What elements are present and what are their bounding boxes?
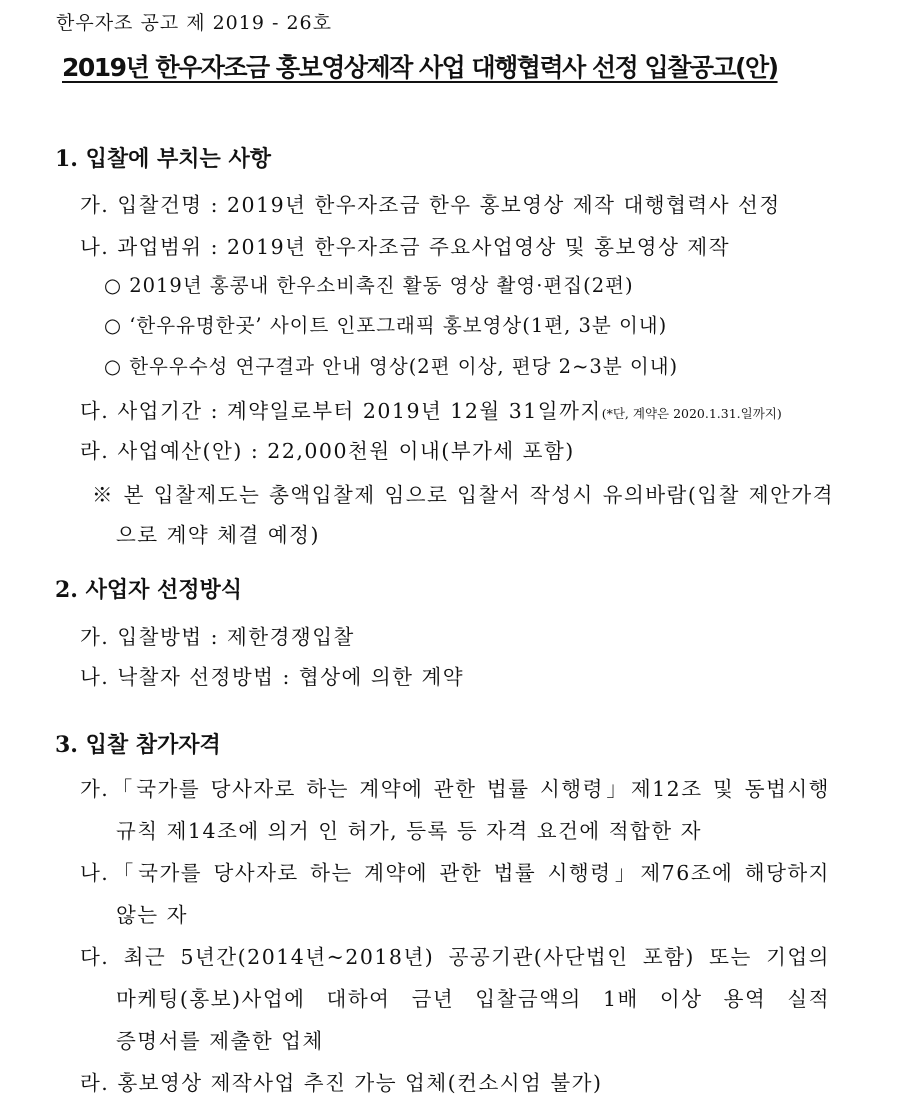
- period-note: (*단, 계약은 2020.1.31.일까지): [601, 406, 782, 421]
- bid-name-item: 가. 입찰건명 : 2019년 한우자조금 한우 홍보영상 제작 대행협력사 선정: [80, 193, 781, 217]
- eligibility-da-line-2: 마케팅(홍보)사업에 대하여 금년 입찰금액의 1배 이상 용역 실적: [116, 987, 830, 1011]
- scope-subitem-1: ○ 2019년 홍콩내 한우소비촉진 활동 영상 촬영·편집(2편): [104, 274, 634, 297]
- scope-item: 나. 과업범위 : 2019년 한우자조금 주요사업영상 및 홍보영상 제작: [80, 235, 730, 259]
- period-main: 다. 사업기간 : 계약일로부터 2019년 12월 31일까지: [80, 399, 602, 423]
- budget-item: 라. 사업예산(안) : 22,000천원 이내(부가세 포함): [80, 439, 575, 463]
- period-item: [80, 394, 782, 424]
- eligibility-na-line-2: 않는 자: [116, 903, 188, 927]
- scope-subitem-3: ○ 한우우수성 연구결과 안내 영상(2편 이상, 편당 2~3분 이내): [104, 355, 679, 378]
- bid-method-item: 가. 입찰방법 : 제한경쟁입찰: [80, 625, 355, 649]
- eligibility-ra-line-1: 라. 홍보영상 제작사업 추진 가능 업체(컨소시엄 불가): [80, 1071, 603, 1095]
- bid-note-line-1: ※ 본 입찰제도는 총액입찰제 임으로 입찰서 작성시 유의바람(입찰 제안가격: [92, 483, 834, 507]
- eligibility-da-line-1: 다. 최근 5년간(2014년~2018년) 공공기관(사단법인 포함) 또는 기업의: [80, 945, 830, 969]
- eligibility-ga-line-1: 가.「국가를 당사자로 하는 계약에 관한 법률 시행령」제12조 및 동법시행: [80, 777, 830, 801]
- selection-method-item: 나. 낙찰자 선정방법 : 협상에 의한 계약: [80, 665, 465, 689]
- section-3-heading: 3. 입찰 참가자격: [55, 732, 221, 758]
- eligibility-ga-line-2: 규칙 제14조에 의거 인 허가, 등록 등 자격 요건에 적합한 자: [116, 819, 702, 843]
- notice-number: 한우자조 공고 제 2019 - 26호: [56, 12, 332, 34]
- eligibility-na-line-1: 나.「국가를 당사자로 하는 계약에 관한 법률 시행령」제76조에 해당하지: [80, 861, 830, 885]
- scope-subitem-2: ○ ‘한우유명한곳’ 사이트 인포그래픽 홍보영상(1편, 3분 이내): [104, 314, 668, 337]
- section-2-heading: 2. 사업자 선정방식: [55, 577, 243, 603]
- eligibility-da-line-3: 증명서를 제출한 업체: [116, 1029, 324, 1053]
- bid-note-line-2: 으로 계약 체결 예정): [116, 523, 320, 547]
- section-1-heading: 1. 입찰에 부치는 사항: [55, 146, 271, 172]
- document-title: 2019년 한우자조금 홍보영상제작 사업 대행협력사 선정 입찰공고(안): [62, 53, 778, 82]
